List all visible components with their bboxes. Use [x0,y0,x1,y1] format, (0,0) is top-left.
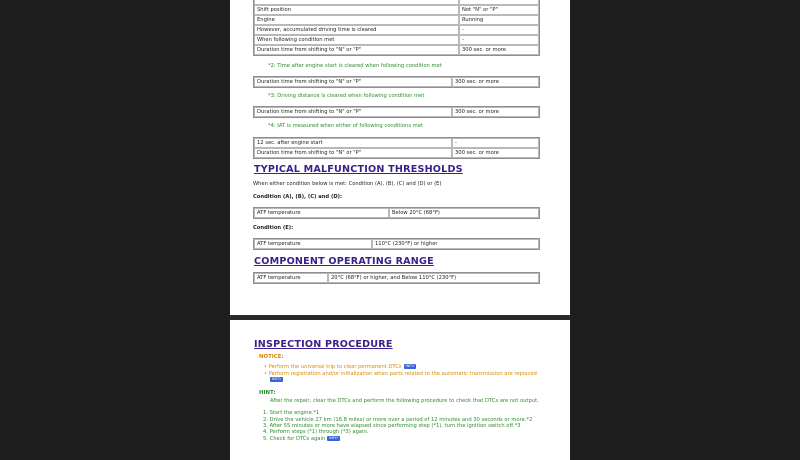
footnote-3: *3: Driving distance is cleared when following condition met [268,93,425,99]
notice-item: • Perform the universal trip to clear permanent DTCs INFO [264,364,415,370]
table-cell: 300 sec. or more [452,107,539,117]
procedure-step: 2. Drive the vehicle 27 km (16.8 miles) or more over a period of 12 minutes and 30 seconds or more.*2 [263,417,533,423]
notice-item-text: Perform the universal trip to clear permanent DTCs [268,364,402,370]
thresholds-heading: TYPICAL MALFUNCTION THRESHOLDS [254,164,463,175]
table-cell: Not "N" or "P" [459,5,539,15]
condition-e-table [253,238,540,250]
table-cell: When following condition met [254,35,459,45]
table-row [254,5,539,15]
table-cell: ATF temperature [254,273,328,283]
table-cell: Running [459,15,539,25]
table-row [254,77,539,87]
notice-item: • Perform registration and/or initialization when parts related to the automatic transmission are replaced [264,371,537,377]
footnote-4: *4: IAT is measured when either of following conditions met [268,123,423,129]
table-row [254,107,539,117]
table-row [254,148,539,158]
info-badge[interactable]: INFO [272,377,281,381]
table-row [254,239,539,249]
table-cell: 300 sec. or more [452,148,539,158]
table-cell: ATF temperature [254,208,389,218]
notice-label: NOTICE: [259,354,284,360]
table-cell: Engine [254,15,459,25]
table-cell: 110°C (230°F) or higher [372,239,539,249]
hint-text: After the repair, clear the DTCs and perform the following procedure to check that DTCs are not output. [270,398,539,404]
procedure-step-text: 5. Check for DTCs again [263,436,326,442]
thresholds-intro: When either condition below is met: Condition (A), (B), (C) and (D) or (E) [253,181,442,187]
procedure-step: 4. Perform steps (*1) through (*3) again. [263,429,369,435]
footnote-2: *2: Time after engine start is cleared when following condition met [268,63,442,69]
table-cell: Shift position [254,5,459,15]
table-cell: 300 sec. or more [452,77,539,87]
procedure-step: 1. Start the engine.*1 [263,410,320,416]
info-badge[interactable]: INFO [405,364,415,368]
table-row [254,208,539,218]
table-row [254,35,539,45]
procedure-step [263,436,340,442]
footnote-3-table [253,106,540,118]
table-cell: 300 sec. or more [459,45,539,55]
table-cell: - [459,25,539,35]
table-cell: - [452,138,539,148]
table-row [254,138,539,148]
inspection-heading: INSPECTION PROCEDURE [254,339,393,350]
condition-e-label: Condition (E): [253,225,294,231]
table-cell: ATF temperature [254,239,372,249]
table-cell: Duration time from shifting to "N" or "P" [254,107,452,117]
condition-abcd-label: Condition (A), (B), (C) and (D): [253,194,343,200]
operating-range-heading: COMPONENT OPERATING RANGE [254,256,434,267]
hint-label: HINT: [259,390,276,396]
procedure-step: 3. After 55 minutes or more have elapsed since performing step (*1), turn the ignition switch off.*3 [263,423,521,429]
table-row [254,45,539,55]
table-row [254,25,539,35]
table-row [254,273,539,283]
operating-range-table [253,272,540,284]
notice-item-badge-line [268,377,283,383]
table-cell: Duration time from shifting to "N" or "P" [254,77,452,87]
table-cell: Duration time from shifting to "N" or "P" [254,148,452,158]
table-cell: Below 20°C (68°F) [389,208,539,218]
table-cell: Duration time from shifting to "N" or "P" [254,45,459,55]
table-cell: 12 sec. after engine start [254,138,452,148]
table-cell: 20°C (68°F) or higher, and Below 110°C (230°F) [328,273,539,283]
info-badge[interactable]: INFO [329,436,338,440]
footnote-4-table [253,137,540,159]
footnote-2-table [253,76,540,88]
notice-item-text: Perform registration and/or initialization when parts related to the automatic transmission are replaced [268,371,537,377]
enable-conditions-table [253,0,540,56]
table-row [254,15,539,25]
table-cell: - [459,35,539,45]
table-cell: However, accumulated driving time is cleared [254,25,459,35]
condition-abcd-table [253,207,540,219]
